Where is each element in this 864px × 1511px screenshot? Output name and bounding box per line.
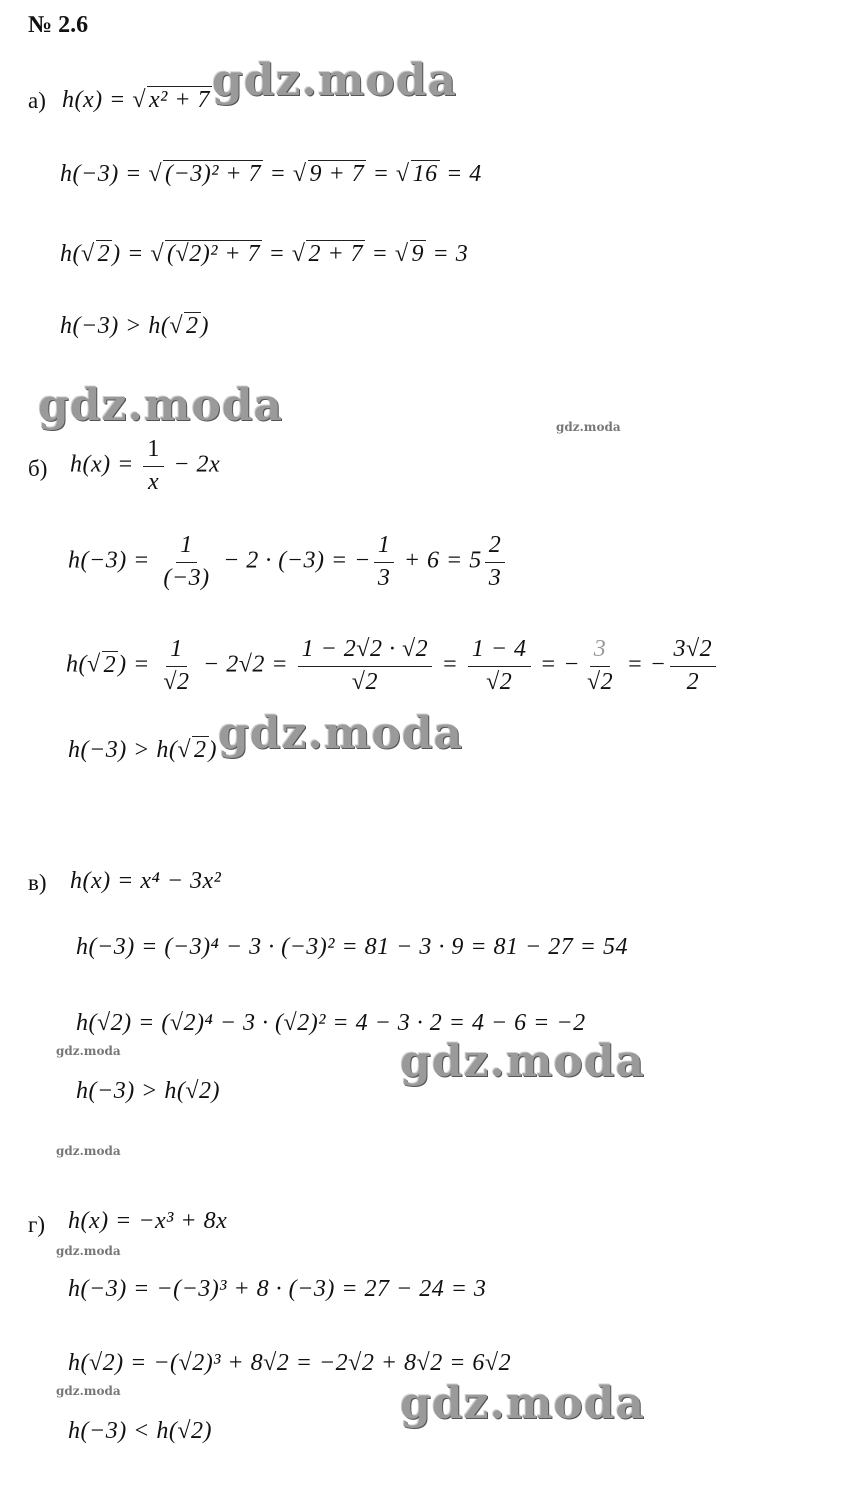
part-b-l2-f2d: √2: [351, 668, 378, 695]
part-b-l2-eq3: = −: [620, 651, 667, 678]
part-a-l1-eq2: =: [366, 161, 396, 187]
watermark-small: gdz.moda: [56, 1384, 121, 1398]
part-b-l2-lhs-a: h(: [66, 651, 87, 678]
part-b-l2-frac4: [583, 636, 617, 696]
part-b-label: б): [28, 456, 48, 481]
part-a-l2-eq1: =: [262, 241, 292, 267]
part-b-l2-lhs-b: ) =: [118, 651, 157, 678]
part-b-l2-frac1: [159, 636, 193, 696]
part-b-l1-mid: − 2 · (−3) = −: [216, 547, 371, 574]
part-b-l1-frac2: [374, 532, 395, 592]
part-b-line-1: [68, 532, 508, 592]
part-b-l1-tail: + 6 = 5: [397, 547, 482, 574]
part-g-line-3: h(−3) < h(√2): [68, 1418, 213, 1444]
watermark: gdz.moda: [400, 1378, 646, 1429]
watermark: gdz.moda: [38, 380, 284, 431]
part-a-l2-rad3: 9: [411, 241, 425, 267]
part-b-l2-f5d: 2: [686, 668, 700, 695]
watermark: gdz.moda: [212, 55, 458, 106]
part-b-l2-f2n: 1 − 2√2 · √2: [298, 636, 433, 667]
part-b-line-2: h(√ 2) = $\frac{1}{√2}$ − 2√2 = $\frac{1 - 2√2 \cdot √2}{√2}$ = $\frac{1 - 4}{√2}$ = − $\frac{3}{√2}$ = − $\frac{3√2}{2}$: [66, 636, 719, 696]
part-g-definition: h(x) = −x³ + 8x: [68, 1208, 228, 1234]
part-b-l1-f1n: 1: [176, 532, 197, 563]
watermark: gdz.moda: [400, 1036, 646, 1087]
part-b-def-fraction: [143, 436, 164, 496]
watermark: gdz.moda: [218, 708, 464, 759]
part-b-l3-a: h(−3) > h(: [68, 737, 178, 763]
part-b-l2-f4d: √2: [586, 668, 614, 695]
part-a-line-3: h(−3) > h(√ 2): [60, 313, 210, 339]
part-b-l3-b: ): [208, 737, 218, 763]
part-b-def-tail: − 2x: [166, 451, 221, 478]
watermark-small: gdz.moda: [56, 1044, 121, 1058]
part-b-l2-f3d: √2: [486, 668, 513, 695]
part-b-l2-eq1: =: [435, 651, 465, 678]
part-a-l1-rad3: 16: [412, 161, 438, 187]
part-b-l1-lhs: h(−3) =: [68, 547, 157, 574]
part-b-l2-frac3: [468, 636, 531, 696]
part-a-definition: h(x) = √ x² + 7: [62, 87, 211, 113]
part-a-l2-lhs-b: ) =: [112, 241, 151, 267]
part-a-l2-rad2: 2 + 7: [308, 241, 364, 267]
part-a-label: а): [28, 88, 46, 113]
part-b-def-den: x: [148, 468, 160, 495]
part-b-l1-f3d: 3: [488, 564, 502, 591]
part-b-def-lhs: h(x) =: [70, 451, 141, 478]
part-b-l1-f1d: (−3): [163, 564, 210, 591]
part-b-def-num: 1: [143, 436, 164, 467]
problem-number: № 2.6: [28, 12, 89, 38]
part-b-l2-f1n: 1: [166, 636, 187, 667]
part-a-l2-rad1: (√2)² + 7: [167, 241, 261, 267]
part-a-l1-rad1: (−3)² + 7: [165, 161, 262, 187]
part-g-line-2: h(√2) = −(√2)³ + 8√2 = −2√2 + 8√2 = 6√2: [68, 1350, 512, 1376]
part-b-l1-f2n: 1: [374, 532, 395, 563]
part-a-l2-eq2: =: [365, 241, 395, 267]
part-v-line-1: h(−3) = (−3)⁴ − 3 · (−3)² = 81 − 3 · 9 = 81 − 27 = 54: [76, 934, 628, 960]
part-v-definition: h(x) = x⁴ − 3x²: [70, 868, 222, 894]
part-b-l3-rad: 2: [194, 737, 207, 763]
part-b-l2-lhs-rad: 2: [103, 651, 117, 678]
part-a-l2-lhs-a: h(: [60, 241, 81, 267]
watermark-small: gdz.moda: [56, 1144, 121, 1158]
part-a-l1-tail: = 4: [439, 161, 482, 187]
part-a-l2-tail: = 3: [426, 241, 469, 267]
part-v-line-2: h(√2) = (√2)⁴ − 3 · (√2)² = 4 − 3 · 2 = 4 − 6 = −2: [76, 1010, 586, 1036]
part-b-l2-f4n: 3: [590, 636, 611, 667]
part-g-line-1: h(−3) = −(−3)³ + 8 · (−3) = 27 − 24 = 3: [68, 1276, 487, 1302]
part-v-label: в): [28, 870, 47, 895]
part-b-l2-frac2: [298, 636, 433, 696]
part-b-l2-eq2: = −: [533, 651, 580, 678]
part-a-def-radicand: x² + 7: [149, 87, 211, 113]
part-g-label: г): [28, 1212, 46, 1237]
part-a-l3-rad: 2: [186, 313, 199, 339]
watermark-small: gdz.moda: [556, 420, 621, 434]
part-a-l1-lhs: h(−3) =: [60, 161, 149, 187]
part-b-l2-mid: − 2√2 =: [196, 651, 295, 678]
part-b-l2-f3n: 1 − 4: [468, 636, 531, 667]
part-b-l1-frac1: [159, 532, 213, 592]
part-b-l2-f5n: 3√2: [670, 636, 717, 667]
part-b-l1-frac3: [485, 532, 506, 592]
part-a-l2-lhs-rad: 2: [97, 241, 111, 267]
part-b-l2-frac5: [670, 636, 717, 696]
part-a-line-2: h(√ 2) = √ (√2)² + 7 = √ 2 + 7 = √ 9 = 3: [60, 241, 469, 267]
part-b-l2-f1d: √2: [163, 668, 190, 695]
part-b-line-3: h(−3) > h(√ 2): [68, 737, 218, 763]
watermark-small: gdz.moda: [56, 1244, 121, 1258]
part-a-line-1: h(−3) = √ (−3)² + 7 = √ 9 + 7 = √ 16 = 4: [60, 161, 482, 187]
part-a-def-lhs: h(x) =: [62, 87, 133, 113]
part-b-definition: [70, 436, 220, 496]
part-a-l1-rad2: 9 + 7: [309, 161, 365, 187]
part-b-l1-f3n: 2: [485, 532, 506, 563]
part-a-l1-eq1: =: [263, 161, 293, 187]
part-a-l3-a: h(−3) > h(: [60, 313, 170, 339]
part-b-l1-f2d: 3: [377, 564, 391, 591]
part-v-line-3: h(−3) > h(√2): [76, 1078, 221, 1104]
part-a-l3-b: ): [200, 313, 210, 339]
